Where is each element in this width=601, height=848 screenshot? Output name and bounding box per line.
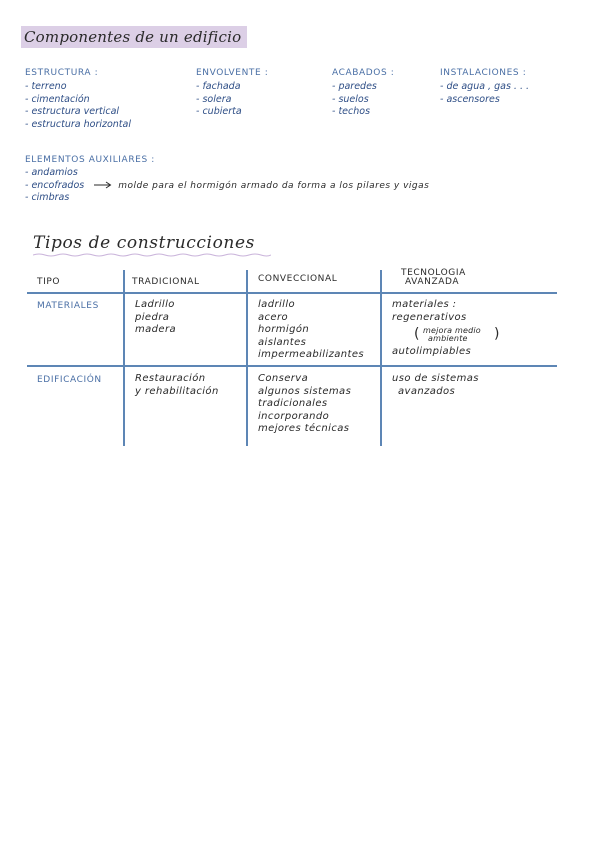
list-item: - cimbras: [25, 192, 70, 203]
cell-materiales-tecnologia: [392, 299, 500, 359]
cell-line: Conserva: [258, 373, 309, 384]
cell-line: ladrillo: [258, 299, 296, 310]
list-item: - ascensores: [440, 93, 500, 105]
cell-line: y rehabilitación: [135, 385, 219, 397]
table-column-rule: [380, 270, 382, 446]
wavy-underline: [33, 253, 271, 257]
list-item: - estructura horizontal: [25, 118, 131, 130]
column-heading: ACABADOS :: [332, 68, 395, 78]
cell-line: hormigón: [258, 324, 310, 335]
cell-line: aislantes: [258, 336, 307, 348]
cell-line: Ladrillo: [135, 299, 175, 310]
cell-line: regenerativos: [392, 311, 467, 323]
cell-line: algunos sistemas: [258, 385, 352, 397]
table-header-tipo: TIPO: [37, 277, 61, 287]
cell-edificacion-convencional: [258, 373, 351, 436]
cell-materiales-tradicional: [135, 299, 176, 337]
column-heading: INSTALACIONES :: [440, 68, 527, 78]
list-item: - terreno: [25, 81, 67, 92]
list-item: - de agua , gas . . .: [440, 81, 530, 92]
section-title: [33, 232, 255, 254]
paren-close: ): [494, 326, 500, 342]
cell-line: avanzados: [398, 385, 456, 397]
column-envolvente: [196, 67, 268, 119]
list-item: - suelos: [332, 93, 369, 105]
construction-types-table: [27, 264, 557, 446]
parenthetical-note: [414, 324, 500, 346]
column-heading: ENVOLVENTE :: [196, 68, 269, 78]
auxiliares-heading: ELEMENTOS AUXILIARES :: [25, 155, 155, 165]
table-header-avanzada: AVANZADA: [405, 277, 460, 287]
list-item: - fachada: [196, 81, 241, 92]
table-header-rule: [27, 292, 557, 294]
paren-open: (: [414, 326, 420, 342]
cell-edificacion-tecnologia: [392, 373, 479, 398]
cell-line: autolimpiables: [392, 346, 472, 357]
cell-edificacion-tradicional: [135, 373, 219, 398]
paren-line: ambiente: [428, 334, 468, 343]
cell-line: uso de sistemas: [392, 373, 479, 384]
list-item: - cubierta: [196, 106, 242, 117]
encofrados-note: molde para el hormigón armado da forma a los pilares y vigas: [118, 180, 430, 191]
cell-line: madera: [135, 324, 177, 335]
list-item: - solera: [196, 93, 232, 105]
cell-line: materiales :: [392, 299, 457, 310]
table-column-rule: [123, 270, 125, 446]
cell-line: impermeabilizantes: [258, 349, 365, 360]
page-title: Componentes de un edificio: [21, 26, 247, 48]
column-acabados: [332, 67, 394, 119]
list-item-encofrados: [25, 180, 429, 193]
column-heading: ESTRUCTURA :: [25, 68, 99, 78]
list-item: - estructura vertical: [25, 106, 120, 117]
column-instalaciones: [440, 67, 529, 106]
table-header-tecnologia: TECNOLOGIA: [401, 268, 466, 278]
list-item-label: - encofrados: [25, 179, 85, 191]
elementos-auxiliares: [25, 154, 429, 205]
cell-line: acero: [258, 311, 289, 323]
cell-line: incorporando: [258, 410, 330, 422]
column-estructura: [25, 67, 131, 131]
row-label-edificacion: EDIFICACIÓN: [37, 375, 102, 385]
cell-line: Restauración: [135, 373, 206, 384]
table-header-convencional: CONVECCIONAL: [258, 274, 338, 284]
list-item: - techos: [332, 106, 371, 117]
list-item: - paredes: [332, 81, 377, 92]
table-row-rule: [27, 365, 557, 367]
table-header-tradicional: TRADICIONAL: [132, 277, 200, 287]
list-item: - cimentación: [25, 93, 90, 105]
list-item: - andamios: [25, 167, 78, 178]
arrow-right-icon: [94, 181, 112, 189]
cell-line: mejores técnicas: [258, 423, 350, 434]
cell-line: piedra: [135, 311, 170, 323]
section-title-text: Tipos de construcciones: [33, 233, 255, 253]
cell-line: tradicionales: [258, 398, 328, 409]
row-label-materiales: MATERIALES: [37, 301, 99, 311]
table-column-rule: [246, 270, 248, 446]
paren-line: mejora medio: [423, 326, 481, 335]
cell-materiales-convencional: [258, 299, 364, 362]
